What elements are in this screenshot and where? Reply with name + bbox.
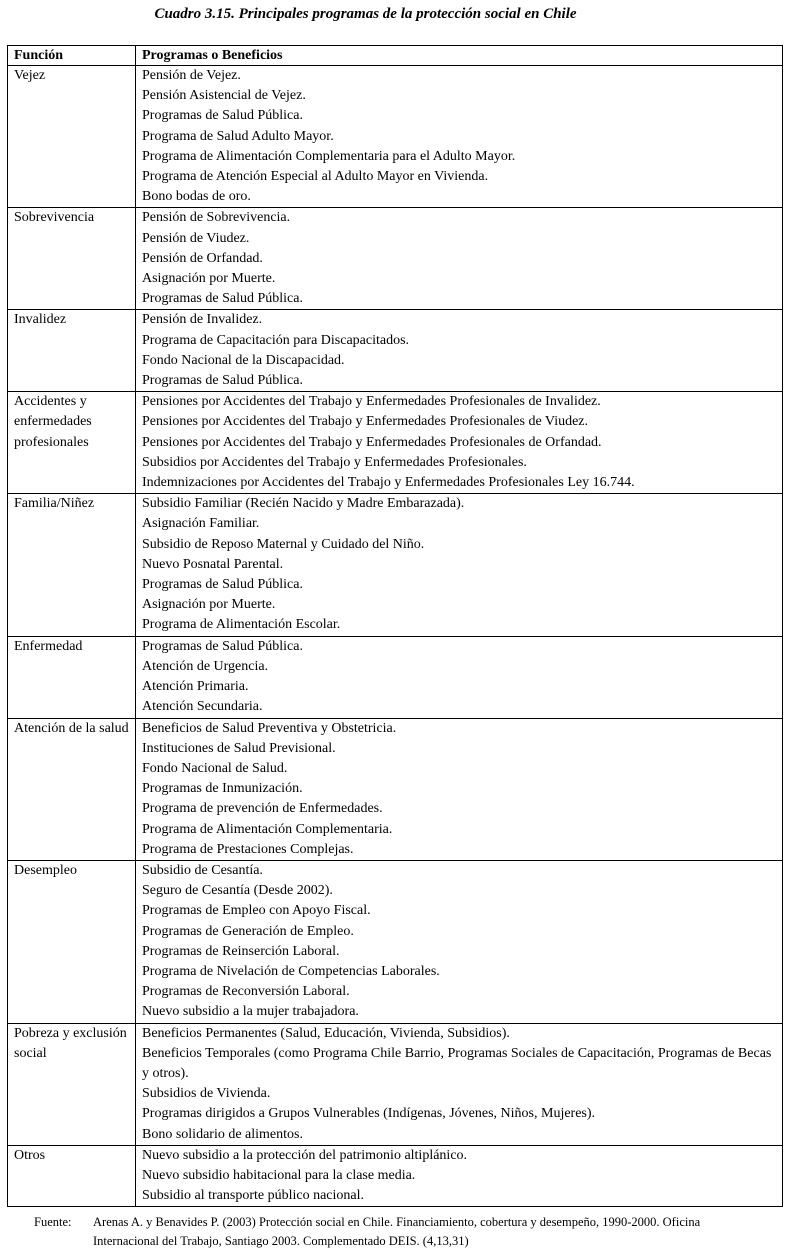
program-item: Beneficios Permanentes (Salud, Educación, Vivienda, Subsidios). [142,1025,510,1041]
table-row [8,860,783,1023]
program-item: Subsidio Familiar (Recién Nacido y Madre Embarazada). [142,496,465,512]
programs-cell [136,66,783,208]
program-item: Pensiones por Accidentes del Trabajo y Enfermedades Profesionales de Orfandad. [142,434,602,450]
program-item: Programas dirigidos a Grupos Vulnerables (Indígenas, Jóvenes, Niños, Mujeres). [142,1106,596,1122]
header-programas: Programas o Beneficios [136,46,783,66]
program-item: Programa de Alimentación Escolar. [142,617,341,633]
program-item: Programas de Inmunización. [142,781,303,797]
program-item: Programas de Salud Pública. [142,373,303,389]
program-item: Pensión de Vejez. [142,68,241,83]
programs-cell [136,636,783,718]
program-item: Subsidios de Vivienda. [142,1086,271,1102]
programs-cell [136,860,783,1023]
table-row [8,310,783,392]
program-item: Programas de Salud Pública. [142,291,303,307]
programs-cell [136,1145,783,1207]
function-cell: Sobrevivencia [8,208,136,310]
function-cell: Atención de la salud [8,718,136,860]
source-note [34,1213,744,1251]
function-cell: Invalidez [8,310,136,392]
table-body [8,66,783,1207]
program-item: Programa de Atención Especial al Adulto Mayor en Vivienda. [142,169,489,185]
program-item: Asignación por Muerte. [142,271,276,287]
program-item: Nuevo Posnatal Parental. [142,556,284,572]
table-row [8,636,783,718]
program-item: Atención Primaria. [142,679,249,695]
function-cell: Otros [8,1145,136,1207]
function-cell: Pobreza y exclusión social [8,1023,136,1145]
program-item: Programa de Salud Adulto Mayor. [142,128,334,144]
program-item: Pensión de Invalidez. [142,312,263,328]
program-item: Pensión de Viudez. [142,230,250,246]
table-title: Cuadro 3.15. Principales programas de la protección social en Chile [154,6,577,22]
programs-table [7,45,783,1207]
program-item: Bono bodas de oro. [142,189,251,205]
program-item: Atención Secundaria. [142,699,263,715]
table-row [8,1023,783,1145]
program-item: Pensión de Orfandad. [142,250,263,266]
function-cell: Accidentes y enfermedades profesionales [8,392,136,494]
program-item: Subsidio de Reposo Maternal y Cuidado del Niño. [142,536,425,552]
program-item: Programas de Salud Pública. [142,638,303,654]
program-item: Seguro de Cesantía (Desde 2002). [142,883,333,899]
program-item: Asignación Familiar. [142,516,260,532]
program-item: Pensión Asistencial de Vejez. [142,88,306,104]
program-item: Programas de Reinserción Laboral. [142,943,340,959]
program-item: Fondo Nacional de la Discapacidad. [142,352,345,368]
program-item: Bono solidario de alimentos. [142,1126,303,1142]
program-item: Fondo Nacional de Salud. [142,760,288,776]
program-item: Beneficios de Salud Preventiva y Obstetricia. [142,720,397,736]
program-item: Programa de Alimentación Complementaria. [142,821,393,837]
program-item: Programas de Generación de Empleo. [142,923,354,939]
table-row [8,718,783,860]
program-item: Nuevo subsidio a la protección del patrimonio altiplánico. [142,1147,468,1163]
table-row [8,1145,783,1207]
programs-cell [136,392,783,494]
table-header-row [8,46,783,66]
table-row [8,392,783,494]
function-cell: Familia/Niñez [8,494,136,636]
programs-cell [136,310,783,392]
program-item: Pensiones por Accidentes del Trabajo y Enfermedades Profesionales de Viudez. [142,414,589,430]
program-item: Subsidio al transporte público nacional. [142,1188,365,1204]
program-item: Programas de Salud Pública. [142,108,303,124]
program-item: Programa de Nivelación de Competencias Laborales. [142,963,440,979]
source-label: Fuente: [34,1215,72,1229]
program-item: Nuevo subsidio a la mujer trabajadora. [142,1004,359,1020]
header-funcion: Función [8,46,136,66]
programs-cell [136,208,783,310]
program-item: Indemnizaciones por Accidentes del Trabajo y Enfermedades Profesionales Ley 16.744. [142,475,635,491]
program-item: Programa de prevención de Enfermedades. [142,801,383,817]
program-item: Asignación por Muerte. [142,597,276,613]
program-item: Programas de Empleo con Apoyo Fiscal. [142,903,371,919]
program-item: Subsidios por Accidentes del Trabajo y Enfermedades Profesionales. [142,454,527,470]
function-cell: Desempleo [8,860,136,1023]
source-text: Arenas A. y Benavides P. (2003) Protección social en Chile. Financiamiento, cobertura y desempeño, 1990-2000. Oficina Internacional del Trabajo, Santiago 2003. Complementado DEIS. (4,13,31) [93,1215,701,1248]
program-item: Programas de Salud Pública. [142,577,303,593]
table-row [8,208,783,310]
table-row [8,66,783,208]
program-item: Beneficios Temporales (como Programa Chile Barrio, Programas Sociales de Capacitación, Programas de Becas y otros). [142,1045,772,1081]
program-item: Programa de Prestaciones Complejas. [142,841,354,857]
program-item: Instituciones de Salud Previsional. [142,740,336,756]
table-row [8,494,783,636]
programs-cell [136,718,783,860]
program-item: Subsidio de Cesantía. [142,862,263,878]
programs-cell [136,1023,783,1145]
program-item: Programa de Alimentación Complementaria para el Adulto Mayor. [142,148,516,164]
program-item: Programa de Capacitación para Discapacitados. [142,332,410,348]
program-item: Pensión de Sobrevivencia. [142,210,291,226]
programs-cell [136,494,783,636]
program-item: Atención de Urgencia. [142,658,269,674]
program-item: Programas de Reconversión Laboral. [142,984,350,1000]
function-cell: Vejez [8,66,136,208]
program-item: Nuevo subsidio habitacional para la clase media. [142,1167,416,1183]
function-cell: Enfermedad [8,636,136,718]
program-item: Pensiones por Accidentes del Trabajo y Enfermedades Profesionales de Invalidez. [142,394,601,410]
